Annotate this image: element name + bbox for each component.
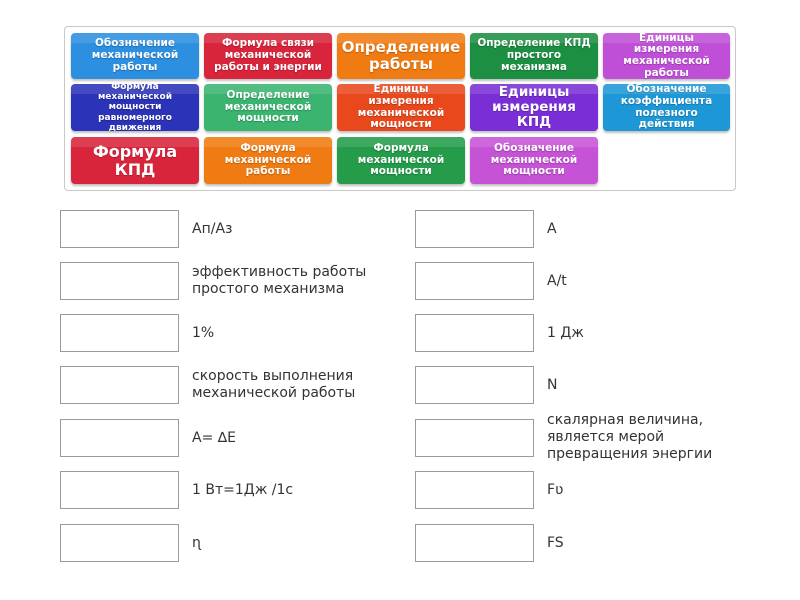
tile[interactable]: Определение работы — [337, 33, 465, 79]
drop-box[interactable] — [415, 524, 534, 562]
clue-text: 1 Дж — [547, 324, 584, 341]
drop-box[interactable] — [415, 419, 534, 457]
clue-text: Ап/Аз — [192, 220, 233, 237]
clue-text: A — [547, 220, 557, 237]
clue-text: скорость выполнения механической работы — [192, 368, 356, 401]
clue-text: эффективность работы простого механизма — [192, 264, 367, 297]
clue-text: А= ∆Е — [192, 429, 236, 446]
drop-box[interactable] — [60, 419, 179, 457]
tile[interactable]: Формула механической мощности равномерного движения — [71, 84, 199, 131]
tile[interactable]: Формула механической мощности — [337, 137, 465, 184]
tile[interactable]: Единицы измерения КПД — [470, 84, 598, 131]
tile[interactable]: Определение КПД простого механизма — [470, 33, 598, 79]
tile[interactable]: Формула механической работы — [204, 137, 332, 184]
tile[interactable]: Единицы измерения механической мощности — [337, 84, 465, 131]
drop-box[interactable] — [60, 471, 179, 509]
drop-box[interactable] — [415, 471, 534, 509]
tile[interactable]: Формула связи механической работы и энергии — [204, 33, 332, 79]
clue-text: Fʋ — [547, 481, 564, 498]
drop-box[interactable] — [60, 314, 179, 352]
drop-box[interactable] — [60, 262, 179, 300]
clue-text: 1% — [192, 324, 215, 341]
clue-text: N — [547, 376, 558, 393]
clue-text: скалярная величина, является мерой превращения энергии — [547, 411, 713, 462]
drop-box[interactable] — [415, 262, 534, 300]
tile[interactable]: Обозначение коэффициента полезного действия — [603, 84, 730, 131]
drop-box[interactable] — [60, 524, 179, 562]
clue-text: FS — [547, 534, 564, 551]
drop-box[interactable] — [415, 366, 534, 404]
tile[interactable]: Обозначение механической мощности — [470, 137, 598, 184]
drop-box[interactable] — [415, 210, 534, 248]
tile[interactable]: Единицы измерения механической работы — [603, 33, 730, 79]
drop-box[interactable] — [60, 366, 179, 404]
drop-box[interactable] — [415, 314, 534, 352]
tile[interactable]: Обозначение механической работы — [71, 33, 199, 79]
drop-box[interactable] — [60, 210, 179, 248]
tile[interactable]: Определение механической мощности — [204, 84, 332, 131]
clue-text: ɳ — [192, 534, 201, 551]
word-bank — [64, 26, 736, 191]
clue-text: 1 Вт=1Дж /1с — [192, 481, 294, 498]
tile[interactable]: Формула КПД — [71, 137, 199, 184]
clue-text: A/t — [547, 272, 567, 289]
